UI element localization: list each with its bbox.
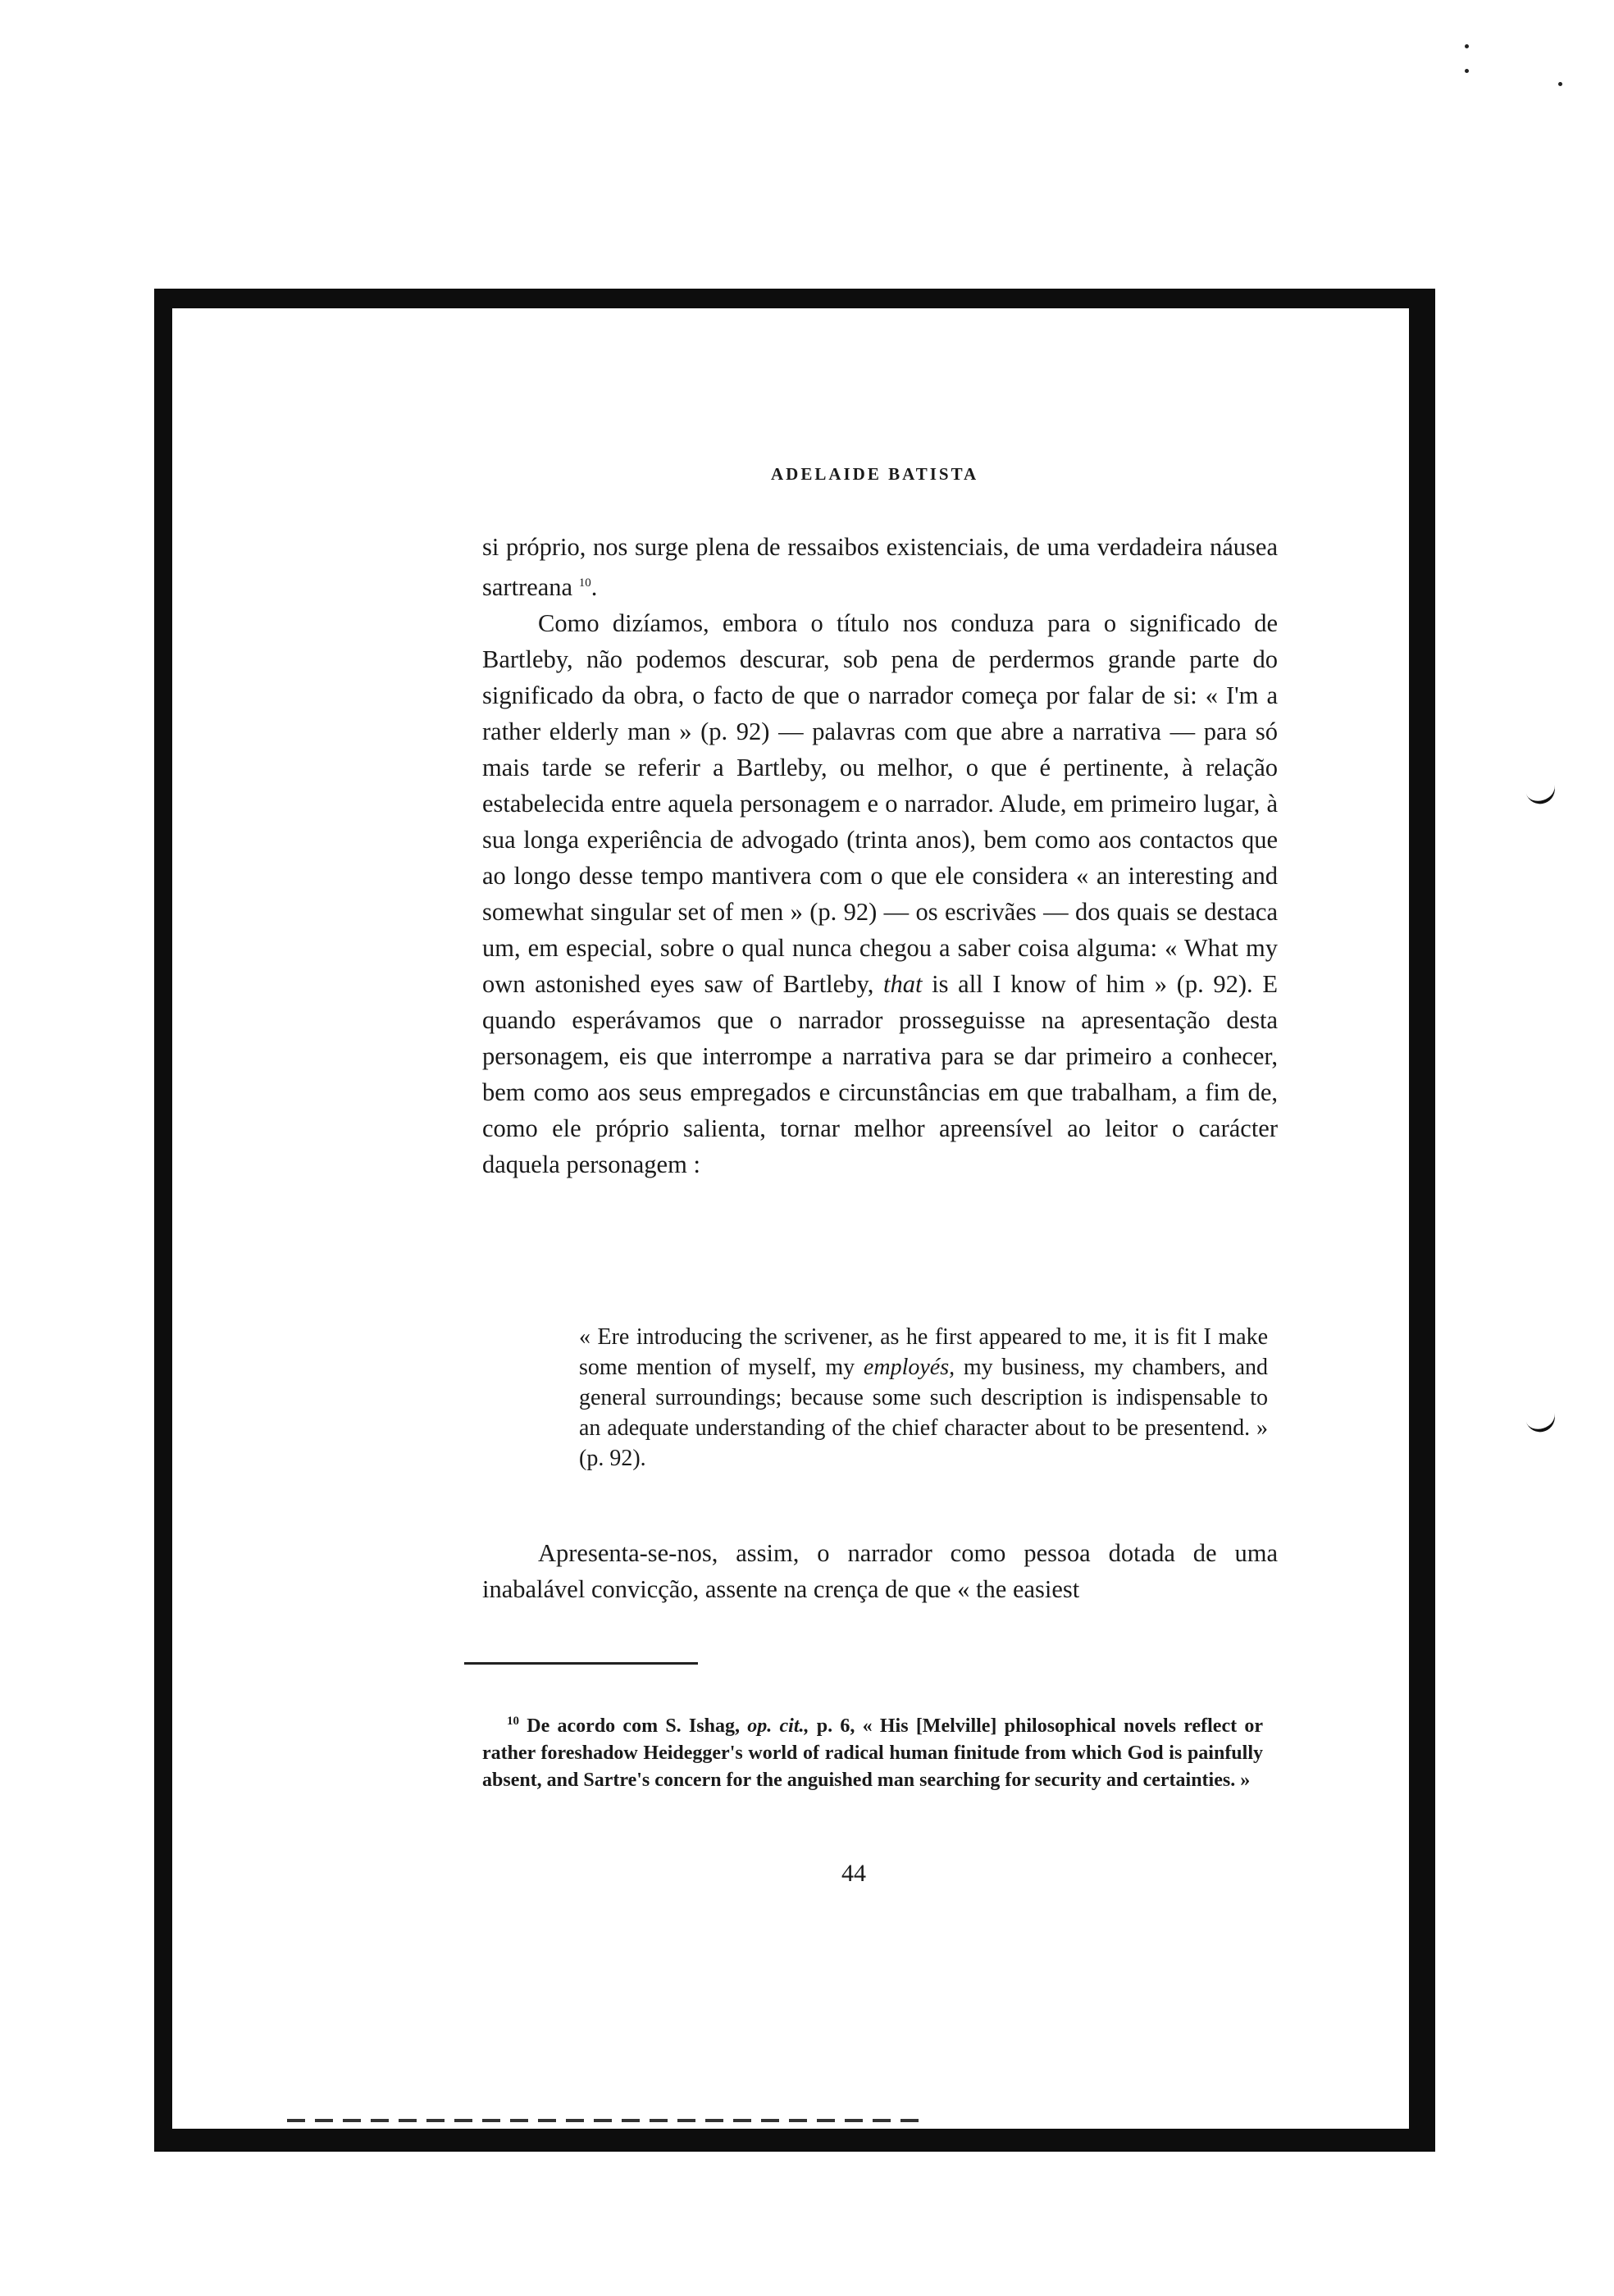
- block-quote: « Ere introducing the scrivener, as he first appeared to me, it is fit I make some mention of myself, my employés, my business, my chambers, and general surroundings; because some such description is indispensable to an adequate understanding of the chief character about to be presentend. » (p. 92).: [579, 1324, 1269, 1471]
- footnote-number: 10: [507, 1715, 519, 1728]
- paragraph-2: Como dizíamos, embora o título nos conduza para o significado de Bartleby, não podemos descurar, sob pena de perdermos grande parte do significado da obra, o facto de que o narrador começa por falar de si: « I'm a rather elderly man » (p. 92) — palavras com que abre a narrativa — para só mais tarde se referir a Bartleby, ou melhor, o que é pertinente, à relação estabelecida entre aquela personagem e o narrador. Alude, em primeiro lugar, à sua longa experiência de advogado (trinta anos), bem como aos contactos que ao longo desse tempo mantivera com o que ele considera « an interesting and somewhat singular set of men » (p. 92) — os escrivães — dos quais se destaca um, em especial, sobre o qual nunca chegou a saber coisa alguma: « What my own astonished eyes saw of Bartleby, that is all I know of him » (p. 92). E quando esperávamos que o narrador prosseguisse na apresentação desta personagem, eis que interrompe a narrativa para se dar primeiro a conhecer, bem como aos seus empregados e circunstâncias em que trabalham, a fim de, como ele próprio salienta, tornar melhor apreensível ao leitor o carácter daquela personagem :: [482, 609, 1278, 1179]
- footnote-ref: 10: [578, 576, 591, 590]
- margin-mark: [1525, 1410, 1558, 1436]
- scan-frame-right: [1409, 289, 1435, 2152]
- paragraph-3: Apresenta-se-nos, assim, o narrador como pessoa dotada de uma inabalável convicção, assente na crença de que « the easiest: [482, 1539, 1278, 1603]
- running-head: ADELAIDE BATISTA: [771, 464, 979, 484]
- scan-frame-dash: [287, 2119, 927, 2122]
- main-text: [482, 529, 1278, 1182]
- scan-frame-bottom: [154, 2129, 1409, 2152]
- paragraph-1: si próprio, nos surge plena de ressaibos existenciais, de uma verdadeira náusea sartreana $^{10}$.: [482, 533, 1278, 602]
- scan-frame-top: [154, 289, 1434, 308]
- scan-speck: [1558, 82, 1562, 86]
- page-number: 44: [841, 1860, 866, 1887]
- margin-mark: [1525, 781, 1558, 808]
- scan-speck: [1465, 44, 1469, 48]
- footnote-rule: [464, 1662, 698, 1665]
- scan-frame-left: [154, 289, 172, 2152]
- footnote: $^{10}$ De acordo com S. Ishag, op. cit., p. 6, « His [Melville] philosophical novels reflect or rather foreshadow Heidegger's world of radical human finitude from which God is painfully absent, and Sartre's concern for the anguished man searching for security and certainties. »: [482, 1715, 1264, 1791]
- scan-speck: [1465, 69, 1469, 73]
